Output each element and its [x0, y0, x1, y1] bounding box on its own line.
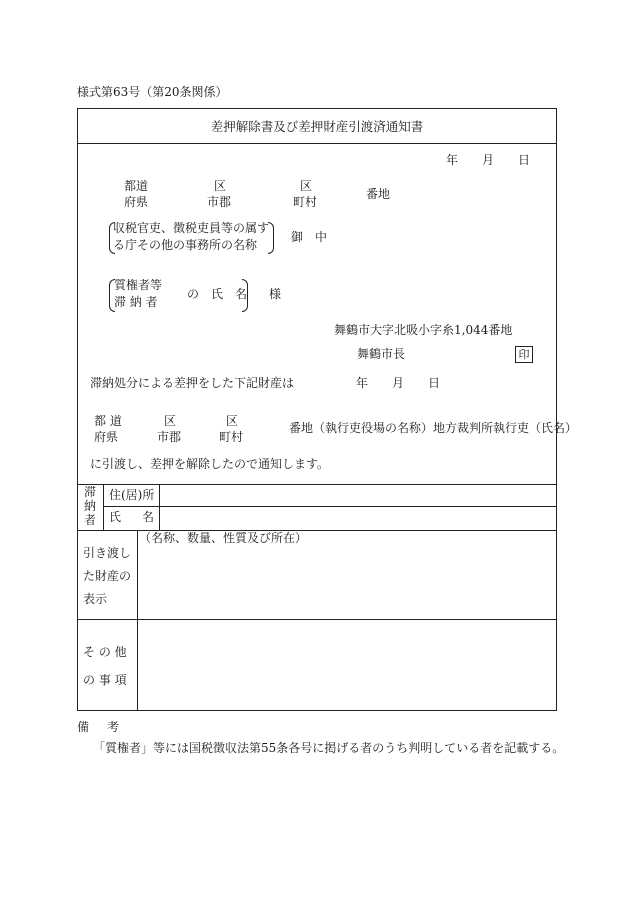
other-label-line2: の 事 項: [83, 672, 127, 687]
body-destination: 番地（執行吏役場の名称）地方裁判所執行吏（氏名）: [289, 421, 578, 435]
pledgee-name: の 氏 名: [187, 287, 248, 301]
address-banchi: 番地: [366, 187, 391, 201]
table-vline-labels: [159, 484, 160, 530]
title-divider: [78, 143, 556, 144]
body-line1: 滞納処分による差押をした下記財産は: [90, 376, 295, 390]
table-line-name: [103, 506, 556, 507]
address-ku2: 区: [300, 179, 313, 193]
body-fuken: 府県: [94, 430, 119, 444]
property-label-line1: 引き渡し: [83, 546, 132, 560]
property-label-line2: た財産の: [83, 568, 132, 583]
property-label: [83, 542, 131, 610]
notes-heading-2: 考: [107, 720, 120, 734]
property-hint: （名称、数量、性質及び所在）: [139, 531, 308, 545]
body-day: 日: [428, 376, 441, 390]
name-label-second: 名: [142, 510, 155, 524]
recipient-line2: る庁その他の事務所の名称: [113, 238, 258, 252]
body-todo: 都 道: [94, 414, 122, 428]
address-fuken: 府県: [124, 195, 149, 209]
other-label-line1: そ の 他: [83, 645, 127, 659]
address-shigun: 市郡: [207, 195, 232, 209]
recipient-brace-right: [268, 222, 274, 254]
form-number: 様式第63号（第20条関係）: [77, 85, 228, 99]
pledgee-line2: 滞 納 者: [114, 295, 158, 309]
notice-form: [77, 108, 578, 711]
body-ku: 区: [164, 414, 177, 428]
other-label: [83, 639, 127, 694]
pledgee-line1: 質権者等: [114, 278, 163, 292]
table-vline-lower: [137, 530, 138, 711]
seal-mark: 印: [515, 346, 533, 363]
form-title: 差押解除書及び差押財産引渡済通知書: [210, 119, 424, 134]
body-ku2: 区: [226, 414, 239, 428]
recipient-suffix: 御 中: [291, 230, 328, 244]
residence-label: 住(居)所: [109, 488, 155, 502]
delinquent-label: 滞納者: [83, 485, 96, 527]
address-ku: 区: [214, 179, 227, 193]
notes-text: 「質権者」等には国税徴収法第55条各号に掲げる者のうち判明している者を記載する。: [93, 741, 565, 755]
sender-address: 舞鶴市大字北吸小字糸1,044番地: [334, 323, 513, 337]
notes-heading-1: 備: [77, 720, 90, 734]
sender-mayor: 舞鶴市長: [357, 347, 406, 361]
pledgee-brace-right: [242, 279, 248, 312]
body-chouson: 町村: [219, 430, 244, 444]
table-vline-delinquent: [103, 484, 104, 530]
body-year: 年: [356, 376, 369, 390]
recipient-line1: 収税官吏、徴税吏員等の属す: [113, 221, 270, 235]
date-day: 日: [518, 153, 531, 167]
address-chouson: 町村: [293, 195, 318, 209]
address-todo: 都道: [124, 179, 149, 193]
table-line-other: [78, 619, 556, 620]
body-shigun: 市郡: [157, 430, 182, 444]
table-top-line: [78, 484, 556, 485]
name-label-first: 氏: [109, 510, 122, 524]
date-month: 月: [482, 153, 495, 167]
date-year: 年: [446, 153, 459, 167]
pledgee-suffix: 様: [269, 287, 282, 301]
property-label-line3: 表示: [83, 591, 108, 606]
body-line3: に引渡し、差押を解除したので通知します。: [90, 457, 330, 471]
body-month: 月: [392, 376, 405, 390]
